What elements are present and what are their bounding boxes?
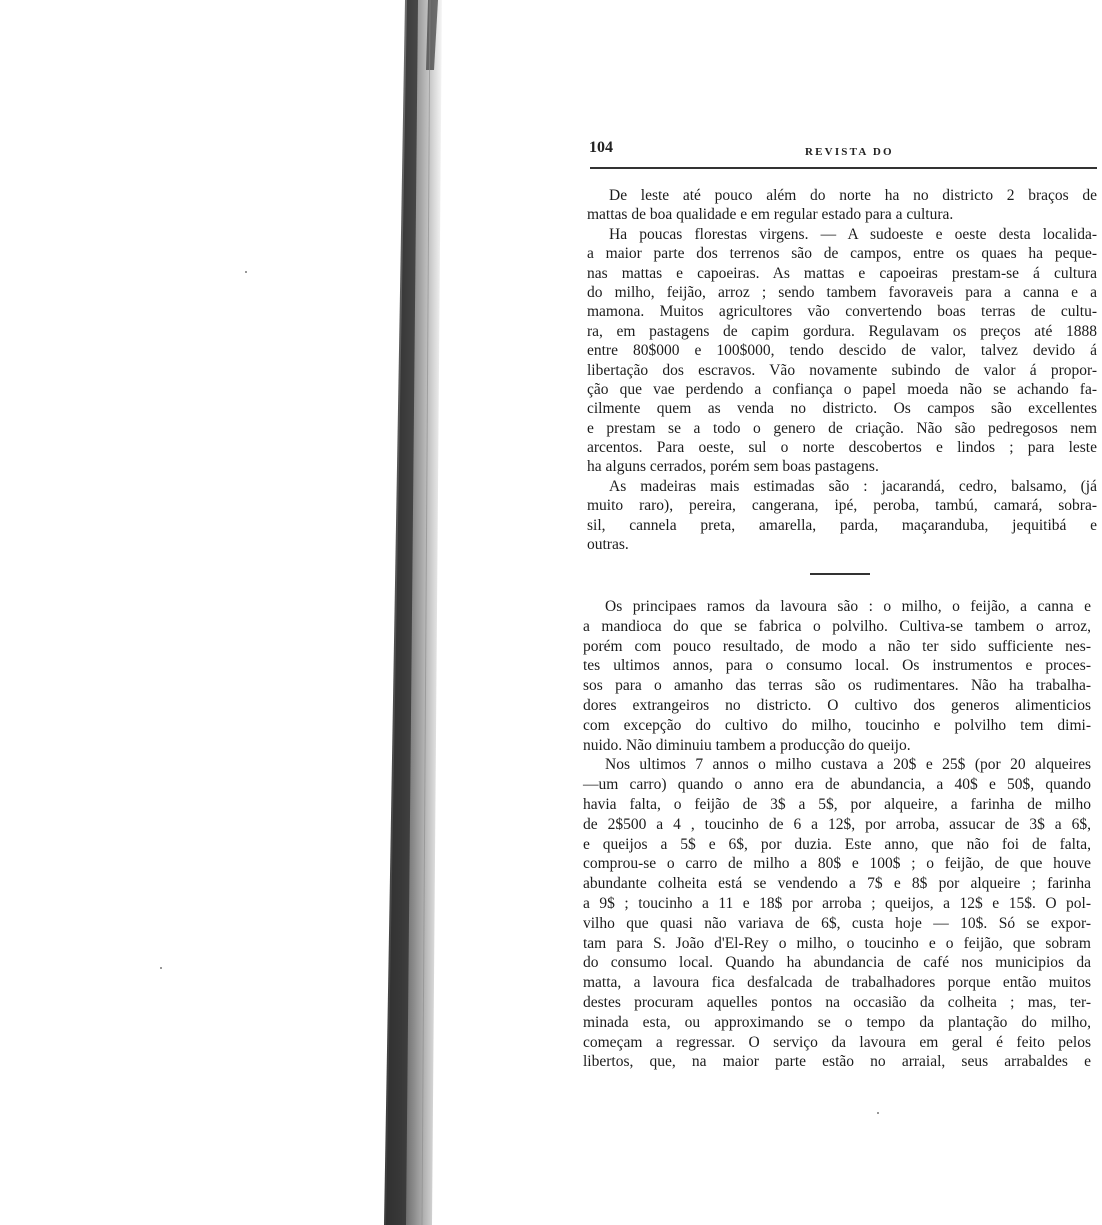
text-line: matta, a lavoura fica desfalcada de trabalhadores porque então muitos (583, 974, 1091, 992)
text-line: minada esta, ou approximando se o tempo da plantação do milho, (583, 1013, 1091, 1031)
text-line: com excepção do cultivo do milho, toucinho e polvilho tem dimi- (583, 716, 1091, 734)
page-number: 104 (589, 139, 613, 156)
text-line: Ha poucas florestas virgens. — A sudoeste e oeste desta localida- (609, 225, 1097, 243)
text-line: ra, em pastagens de capim gordura. Regulavam os preços até 1888 (587, 322, 1097, 340)
text-line: porém com pouco resultado, de modo a não ter sido sufficiente nes- (583, 637, 1091, 655)
scan-speck (245, 271, 247, 273)
text-line: nas mattas e capoeiras. As mattas e capoeiras prestam-se á cultura (587, 264, 1097, 282)
text-line: e queijos a 5$ e 6$, por duzia. Este anno, que não foi de falta, (583, 835, 1091, 853)
text-line: a maior parte dos terrenos são de campos, entre os quaes ha peque- (587, 245, 1097, 263)
text-line: começam a regressar. O serviço da lavoura em geral é feito pelos (583, 1033, 1091, 1051)
text-line: sil, cannela preta, amarella, parda, maçaranduba, jequitibá e (587, 516, 1097, 534)
text-line: a mandioca do que se fabrica o polvilho. Cultiva-se tambem o arroz, (583, 617, 1091, 635)
text-line: tes ultimos annos, para o consumo local. Os instrumentos e proces- (583, 657, 1091, 675)
text-line: De leste até pouco além do norte ha no districto 2 braços de (609, 187, 1097, 204)
text-line: mattas de boa qualidade e em regular estado para a cultura. (587, 206, 954, 224)
book-gutter-shadow (370, 0, 460, 1225)
text-line: arcentos. Para oeste, sul o norte descobertos e lindos ; para leste (587, 439, 1097, 457)
scan-speck (877, 1112, 879, 1114)
section-divider (810, 573, 870, 575)
text-line: —um carro) quando o anno era de abundancia, a 40$ e 50$, quando (583, 776, 1091, 794)
text-line: do milho, feijão, arroz ; sendo tambem favoraveis para a canna e a (587, 283, 1097, 301)
text-line: sos para o amanho das terras são os rudimentares. Não ha trabalha- (583, 677, 1091, 695)
text-line: ção que vae perdendo a confiança o papel moeda não se achando fa- (587, 380, 1097, 398)
text-line: havia falta, o feijão de 3$ a 5$, por alqueire, a farinha de milho (583, 795, 1091, 813)
text-line: outras. (587, 536, 629, 554)
text-line: As madeiras mais estimadas são : jacarandá, cedro, balsamo, (já (609, 477, 1097, 495)
scan-speck (160, 967, 162, 969)
text-line: vilho que quasi não variava de 6$, custa hoje — 10$. Só se expor- (583, 914, 1091, 932)
text-block-lower (583, 597, 1091, 1072)
running-title: REVISTA DO (805, 146, 894, 158)
text-line: e prestam se a todo o genero de criação. Não são pedregosos nem (587, 419, 1097, 437)
text-line: tam para S. João d'El-Rey o milho, o toucinho e o feijão, que sobram (583, 934, 1091, 952)
text-line: libertos, que, na maior parte estão no arraial, seus arrabaldes e (583, 1053, 1091, 1071)
text-line: do consumo local. Quando ha abundancia de café nos municipios da (583, 954, 1091, 972)
text-line: dores extrangeiros no districto. O cultivo dos generos alimenticios (583, 696, 1091, 714)
text-line: ha alguns cerrados, porém sem boas pastagens. (587, 458, 879, 476)
text-line: mamona. Muitos agricultores vão convertendo boas terras de cultu- (587, 303, 1097, 321)
text-line: libertação dos escravos. Vão novamente subindo de valor á propor- (587, 361, 1097, 379)
text-line: a 9$ ; toucinho a 11 e 18$ por arroba ; queijos, a 12$ e 15$. O pol- (583, 894, 1091, 912)
text-block-upper (587, 186, 1097, 554)
text-line: Os principaes ramos da lavoura são : o milho, o feijão, a canna e (605, 598, 1091, 615)
header-rule (590, 167, 1097, 169)
text-line: de 2$500 a 4 , toucinho de 6 a 12$, por arroba, assucar de 3$ a 6$, (583, 815, 1091, 833)
text-line: abundante colheita está se vendendo a 7$ e 8$ por alqueire ; farinha (583, 875, 1091, 893)
text-line: comprou-se o carro de milho a 80$ e 100$ ; o feijão, de que houve (583, 855, 1091, 873)
text-line: Nos ultimos 7 annos o milho custava a 20$ e 25$ (por 20 alqueires (605, 756, 1091, 774)
text-line: nuido. Não diminuiu tambem a producção do queijo. (583, 736, 911, 754)
text-line: destes procuram aquelles pontos na occasião da colheita ; mas, ter- (583, 993, 1091, 1011)
text-line: entre 80$000 e 100$000, tendo descido de valor, talvez devido á (587, 342, 1097, 360)
text-line: cilmente quem as venda no districto. Os campos são excellentes (587, 400, 1097, 418)
text-line: muito raro), pereira, cangerana, ipé, peroba, tambú, camará, sobra- (587, 497, 1097, 515)
